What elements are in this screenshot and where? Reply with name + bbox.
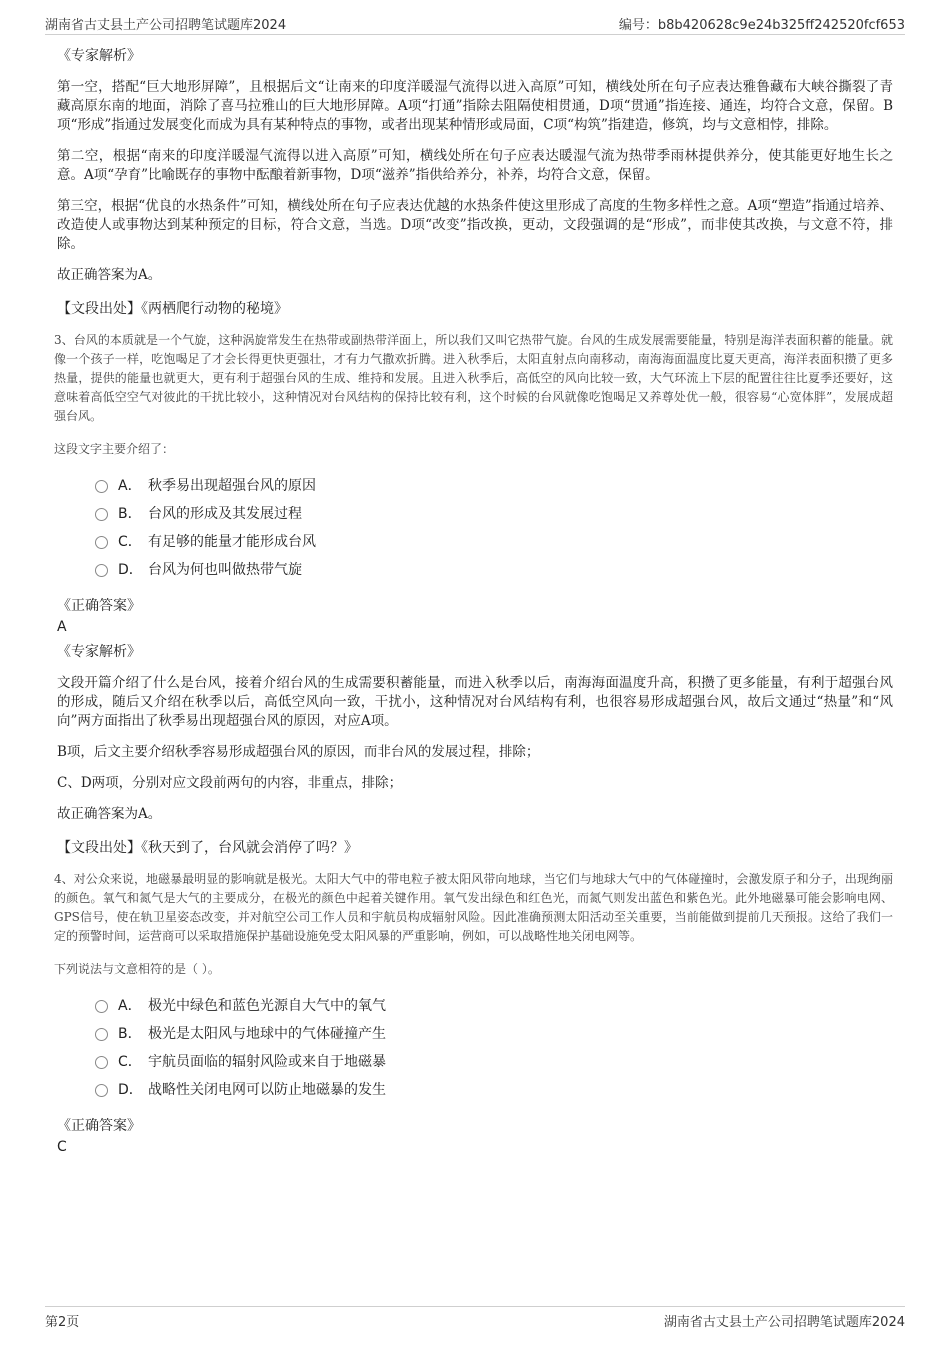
option-letter: C． <box>118 1054 142 1070</box>
option-letter: B． <box>118 1026 142 1042</box>
radio-icon[interactable] <box>95 1000 108 1013</box>
radio-icon[interactable] <box>95 1056 108 1069</box>
question-3-options <box>95 472 893 584</box>
analysis-paragraph: 故正确答案为A。 <box>57 267 162 283</box>
option-letter: D． <box>118 562 143 578</box>
option-text: 宇航员面临的辐射风险或来自于地磁暴 <box>148 1054 386 1070</box>
analysis-paragraph: C、D两项，分别对应文段前两句的内容，非重点，排除； <box>57 775 403 791</box>
option-b[interactable] <box>95 500 893 528</box>
option-letter: C． <box>118 534 142 550</box>
option-text: 战略性关闭电网可以防止地磁暴的发生 <box>148 1082 386 1098</box>
option-d[interactable] <box>95 1076 893 1104</box>
option-c[interactable] <box>95 1048 893 1076</box>
option-a[interactable] <box>95 472 893 500</box>
analysis-paragraph: 第一空，搭配“巨大地形屏障”，且根据后文“让南来的印度洋暖湿气流得以进入高原”可知，横线处所在句子应表达雅鲁藏布大峡谷撕裂了青藏高原东南的地面，消除了喜马拉雅山的巨大地形屏障。A项“打通”指除去阻隔使相贯通，D项“贯通”指连接、通连，均符合文意，保留。B项“形成”指通过发展变化而成为具有某种特点的事物，或者出现某种情形或局面，C项“构筑”指建造，修筑，均与文意相悖，排除。 <box>57 79 893 133</box>
option-text: 极光中绿色和蓝色光源自大气中的氧气 <box>148 998 386 1014</box>
answer-label: 《正确答案》 <box>57 598 141 614</box>
option-a[interactable] <box>95 992 893 1020</box>
analysis-label: 《专家解析》 <box>57 644 141 660</box>
option-text: 台风为何也叫做热带气旋 <box>148 562 302 578</box>
option-text: 秋季易出现超强台风的原因 <box>148 478 316 494</box>
radio-icon[interactable] <box>95 1084 108 1097</box>
header-title: 湖南省古丈县土产公司招聘笔试题库2024 <box>45 18 287 33</box>
analysis-paragraph: 文段开篇介绍了什么是台风，接着介绍台风的生成需要积蓄能量，而进入秋季以后，南海海面温度升高，积攒了更多能量，有利于超强台风的形成，随后又介绍在秋季以后，高低空风向一致，干扰小，这种情况对台风结构有利，也很容易形成超强台风，故后文通过“热量”和“风向”两方面指出了秋季易出现超强台风的原因，对应A项。 <box>57 675 893 729</box>
question-4-options <box>95 992 893 1104</box>
correct-answer: A <box>57 619 67 635</box>
option-text: 极光是太阳风与地球中的气体碰撞产生 <box>148 1026 386 1042</box>
source-citation: 【文段出处】《两栖爬行动物的秘境》 <box>57 301 288 317</box>
footer-title: 湖南省古丈县土产公司招聘笔试题库2024 <box>663 1315 905 1330</box>
option-text: 有足够的能量才能形成台风 <box>148 534 316 550</box>
radio-icon[interactable] <box>95 508 108 521</box>
radio-icon[interactable] <box>95 564 108 577</box>
header-code: 编号：b8b420628c9e24b325ff242520fcf653 <box>618 18 905 33</box>
question-3-prompt: 这段文字主要介绍了： <box>54 442 175 456</box>
correct-answer: C <box>57 1139 67 1155</box>
option-letter: D． <box>118 1082 143 1098</box>
question-4-text: 4、对公众来说，地磁暴最明显的影响就是极光。太阳大气中的带电粒子被太阳风带向地球，当它们与地球大气中的气体碰撞时，会激发原子和分子，出现绚丽的颜色。氧气和氮气是大气的主要成分，在极光的颜色中起着关键作用。氧气发出绿色和红色光，而氮气则发出蓝色和紫色光。此外地磁暴可能会影响电网、GPS信号，使在轨卫星姿态改变，并对航空公司工作人员和宇航员构成辐射风险。因此准确预测太阳活动至关重要，当前能做到提前几天预报。这给了我们一定的预警时间，运营商可以采取措施保护基础设施免受太阳风暴的严重影响，例如，可以战略性地关闭电网等。 <box>54 872 893 943</box>
analysis-paragraph: 第三空，根据“优良的水热条件”可知，横线处所在句子应表达优越的水热条件使这里形成了高度的生物多样性之意。A项“塑造”指通过培养、改造使人或事物达到某种预定的目标，符合文意，当选。D项“改变”指改换，更动，文段强调的是“形成”，而非使其改换，与文意不符，排除。 <box>57 198 893 252</box>
page-footer <box>45 1306 905 1329</box>
option-d[interactable] <box>95 556 893 584</box>
radio-icon[interactable] <box>95 1028 108 1041</box>
analysis-label: 《专家解析》 <box>57 48 141 64</box>
radio-icon[interactable] <box>95 480 108 493</box>
option-text: 台风的形成及其发展过程 <box>148 506 302 522</box>
page-header <box>45 14 905 35</box>
option-letter: A． <box>118 478 142 494</box>
option-letter: B． <box>118 506 142 522</box>
answer-label: 《正确答案》 <box>57 1118 141 1134</box>
footer-page-number: 第2页 <box>45 1315 80 1330</box>
question-3-text: 3、台风的本质就是一个气旋，这种涡旋常发生在热带或副热带洋面上，所以我们又叫它热带气旋。台风的生成发展需要能量，特别是海洋表面积蓄的能量。就像一个孩子一样，吃饱喝足了才会长得更快更强壮，才有力气撒欢折腾。进入秋季后，太阳直射点向南移动，南海海面温度比夏天更高，海洋表面积攒了更多热量，提供的能量也就更大，更有利于超强台风的生成、维持和发展。且进入秋季后，高低空的风向比较一致，大气环流上下层的配置往往比夏季还要好，这意味着高低空空气对彼此的干扰比较小，这种情况对台风结构的保持比较有利，这个时候的台风就像吃饱喝足又养尊处优一般，很容易“心宽体胖”，发展成超强台风。 <box>54 333 893 423</box>
option-c[interactable] <box>95 528 893 556</box>
option-b[interactable] <box>95 1020 893 1048</box>
analysis-paragraph: 故正确答案为A。 <box>57 806 162 822</box>
source-citation: 【文段出处】《秋天到了，台风就会消停了吗？》 <box>57 840 358 856</box>
radio-icon[interactable] <box>95 536 108 549</box>
question-4-prompt: 下列说法与文意相符的是（ ）。 <box>54 962 220 976</box>
analysis-paragraph: 第二空，根据“南来的印度洋暖湿气流得以进入高原”可知，横线处所在句子应表达暖湿气流为热带季雨林提供养分，使其能更好地生长之意。A项“孕育”比喻既存的事物中酝酿着新事物，D项“滋养”指供给养分，补养，均符合文意，保留。 <box>57 148 893 183</box>
page-content <box>54 40 893 1156</box>
analysis-paragraph: B项，后文主要介绍秋季容易形成超强台风的原因，而非台风的发展过程，排除； <box>57 744 540 760</box>
option-letter: A． <box>118 998 142 1014</box>
